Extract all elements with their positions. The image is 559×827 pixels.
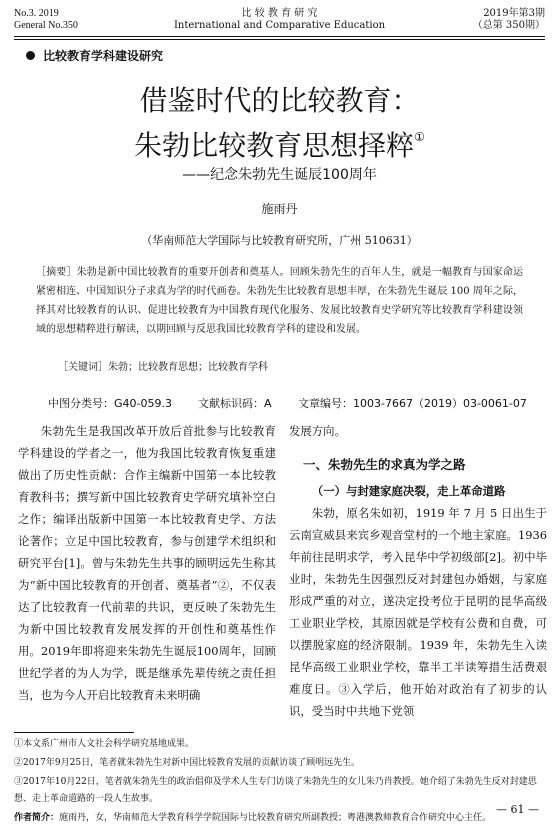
header-rule-thin	[14, 39, 545, 40]
body-column-left	[18, 420, 276, 730]
header-general-no: General No.350	[14, 20, 78, 31]
keywords	[58, 358, 268, 373]
header-total-issue: （总第 350期）	[472, 20, 545, 31]
title-footnote-mark: ①	[414, 130, 425, 144]
header-right	[473, 8, 545, 32]
abstract	[36, 263, 523, 339]
document-code: 文献标识码：A	[198, 397, 272, 410]
header-rule-thick	[14, 36, 545, 37]
running-header	[14, 8, 545, 34]
subsection-heading-1: （一）与封建家庭决裂，走上革命道路	[311, 484, 506, 498]
subtitle: ——纪念朱勃先生诞辰100周年	[182, 167, 377, 183]
footnote-1: ①本文系广州市人文社会科学研究基地成果。	[14, 739, 195, 749]
author-bio-label: 作者简介：	[14, 813, 60, 823]
author-bio-text: 施雨丹，女，华南师范大学教育科学学院国际与比较教育研究所副教授；粤港澳教师教育合作研究中心主任。	[59, 813, 492, 823]
body-continuation: 发展方向。	[289, 424, 346, 438]
header-issue: No.3. 2019	[14, 8, 59, 19]
section-heading-1: 一、朱勃先生的求真为学之路	[303, 457, 466, 472]
abstract-label: ［摘要］	[36, 267, 77, 278]
footnote-2: ②2017年9月25日，笔者就朱勃先生对新中国比较教育发展的贡献访谈了顾明远先生。	[14, 758, 361, 768]
footnote-rule	[14, 732, 134, 733]
abstract-text: 朱勃是新中国比较教育的重要开创者和奠基人。回顾朱勃先生的百年人生，就是一幅教育与国家命运紧密相连、中国知识分子求真为学的时代画卷。朱勃先生比较教育思想丰厚，在朱勃先生诞辰 100 周年之际，择其对比较教育的认识、促进比较教育为中国教育现代化服务、发展比较教育史学研究等比较教育学科建设领域的思想精粹进行解读，以期回顾与反思我国比较教育学科的建设和发展。	[36, 267, 524, 335]
body-column-right	[289, 420, 547, 730]
column-tag-label: 比较教育学科建设研究	[43, 49, 164, 63]
article-number: 文章编号：1003-7667（2019）03-0061-07	[298, 397, 527, 410]
title-line-2	[0, 120, 559, 163]
footnote-3: ③2017年10月22日，笔者就朱勃先生的政治倡仰及学术人生专门访谈了朱勃先生的女儿朱乃肖教授。她介绍了朱勃先生反对封建思想、走上革命道路的一段人生故事。	[14, 777, 537, 804]
column-tag	[26, 47, 163, 64]
page-number: — 61 —	[496, 803, 539, 816]
journal-name-en: International and Comparative Education	[173, 20, 386, 31]
author-name: 施雨丹	[261, 202, 298, 216]
journal-name-cn: 比 较 教 育 研 究	[241, 8, 318, 19]
author-affiliation: （华南师范大学国际与比较教育研究所，广州 510631）	[141, 234, 418, 247]
class-number: 中图分类号：G40-059.3	[48, 397, 172, 410]
title-line-2-text: 朱勃比较教育思想择粹	[134, 129, 415, 162]
body-paragraph-bio: 朱勃，原名朱如初，1919 年 7 月 5 日出生于云南宣威县来宾乡观音堂村的一个地主家庭。1936 年前往昆明求学，考入昆华中学初级部[2]。初中毕业时，朱勃先生因强烈反对封建包办婚姻，与家庭形成严重的对立，遂决定投考位于昆明的昆华高级工业职业学校，其原因就是学校有公费和自费，可以摆脱家庭的经济限制。1939 年，朱勃先生入读昆华高级工业职业学校，靠半工半读筹措生活费艰难度日。③入学后，他开始对政治有了初步的认识，受当时中共地下党领	[289, 506, 547, 718]
body-paragraph-intro: 朱勃先生是我国改革开放后首批参与比较教育学科建设的学者之一，他为我国比较教育恢复重建做出了历史性贡献：合作主编新中国第一本比较教育教科书；撰写新中国比较教育史学研究填补空白之作；编译出版新中国第一本比较教育史学、方法论著作；立足中国比较教育，参与创建学术组织和研究平台[1]。曾与朱勃先生共事的顾明远先生称其为“新中国比较教育的开创者、奠基者”②，不仅表达了比较教育一代前辈的共识，更反映了朱勃先生为新中国比较教育发展发挥的开创性和奠基性作用。2019年即将迎来朱勃先生诞辰100周年，回顾世纪学者的为人为学，既是继承先辈传统之责任担当，也为今人开启比较教育未来明确	[18, 424, 276, 702]
author-bio	[14, 810, 545, 827]
bullet-dot-icon	[26, 51, 35, 60]
header-center	[14, 8, 545, 32]
title-line-1: 借鉴时代的比较教育：	[139, 84, 420, 117]
header-year-issue: 2019年第3期	[483, 8, 545, 19]
keywords-text: 朱勃；比较教育思想；比较教育学科	[108, 362, 268, 373]
keywords-label: ［关键词］	[58, 362, 108, 373]
